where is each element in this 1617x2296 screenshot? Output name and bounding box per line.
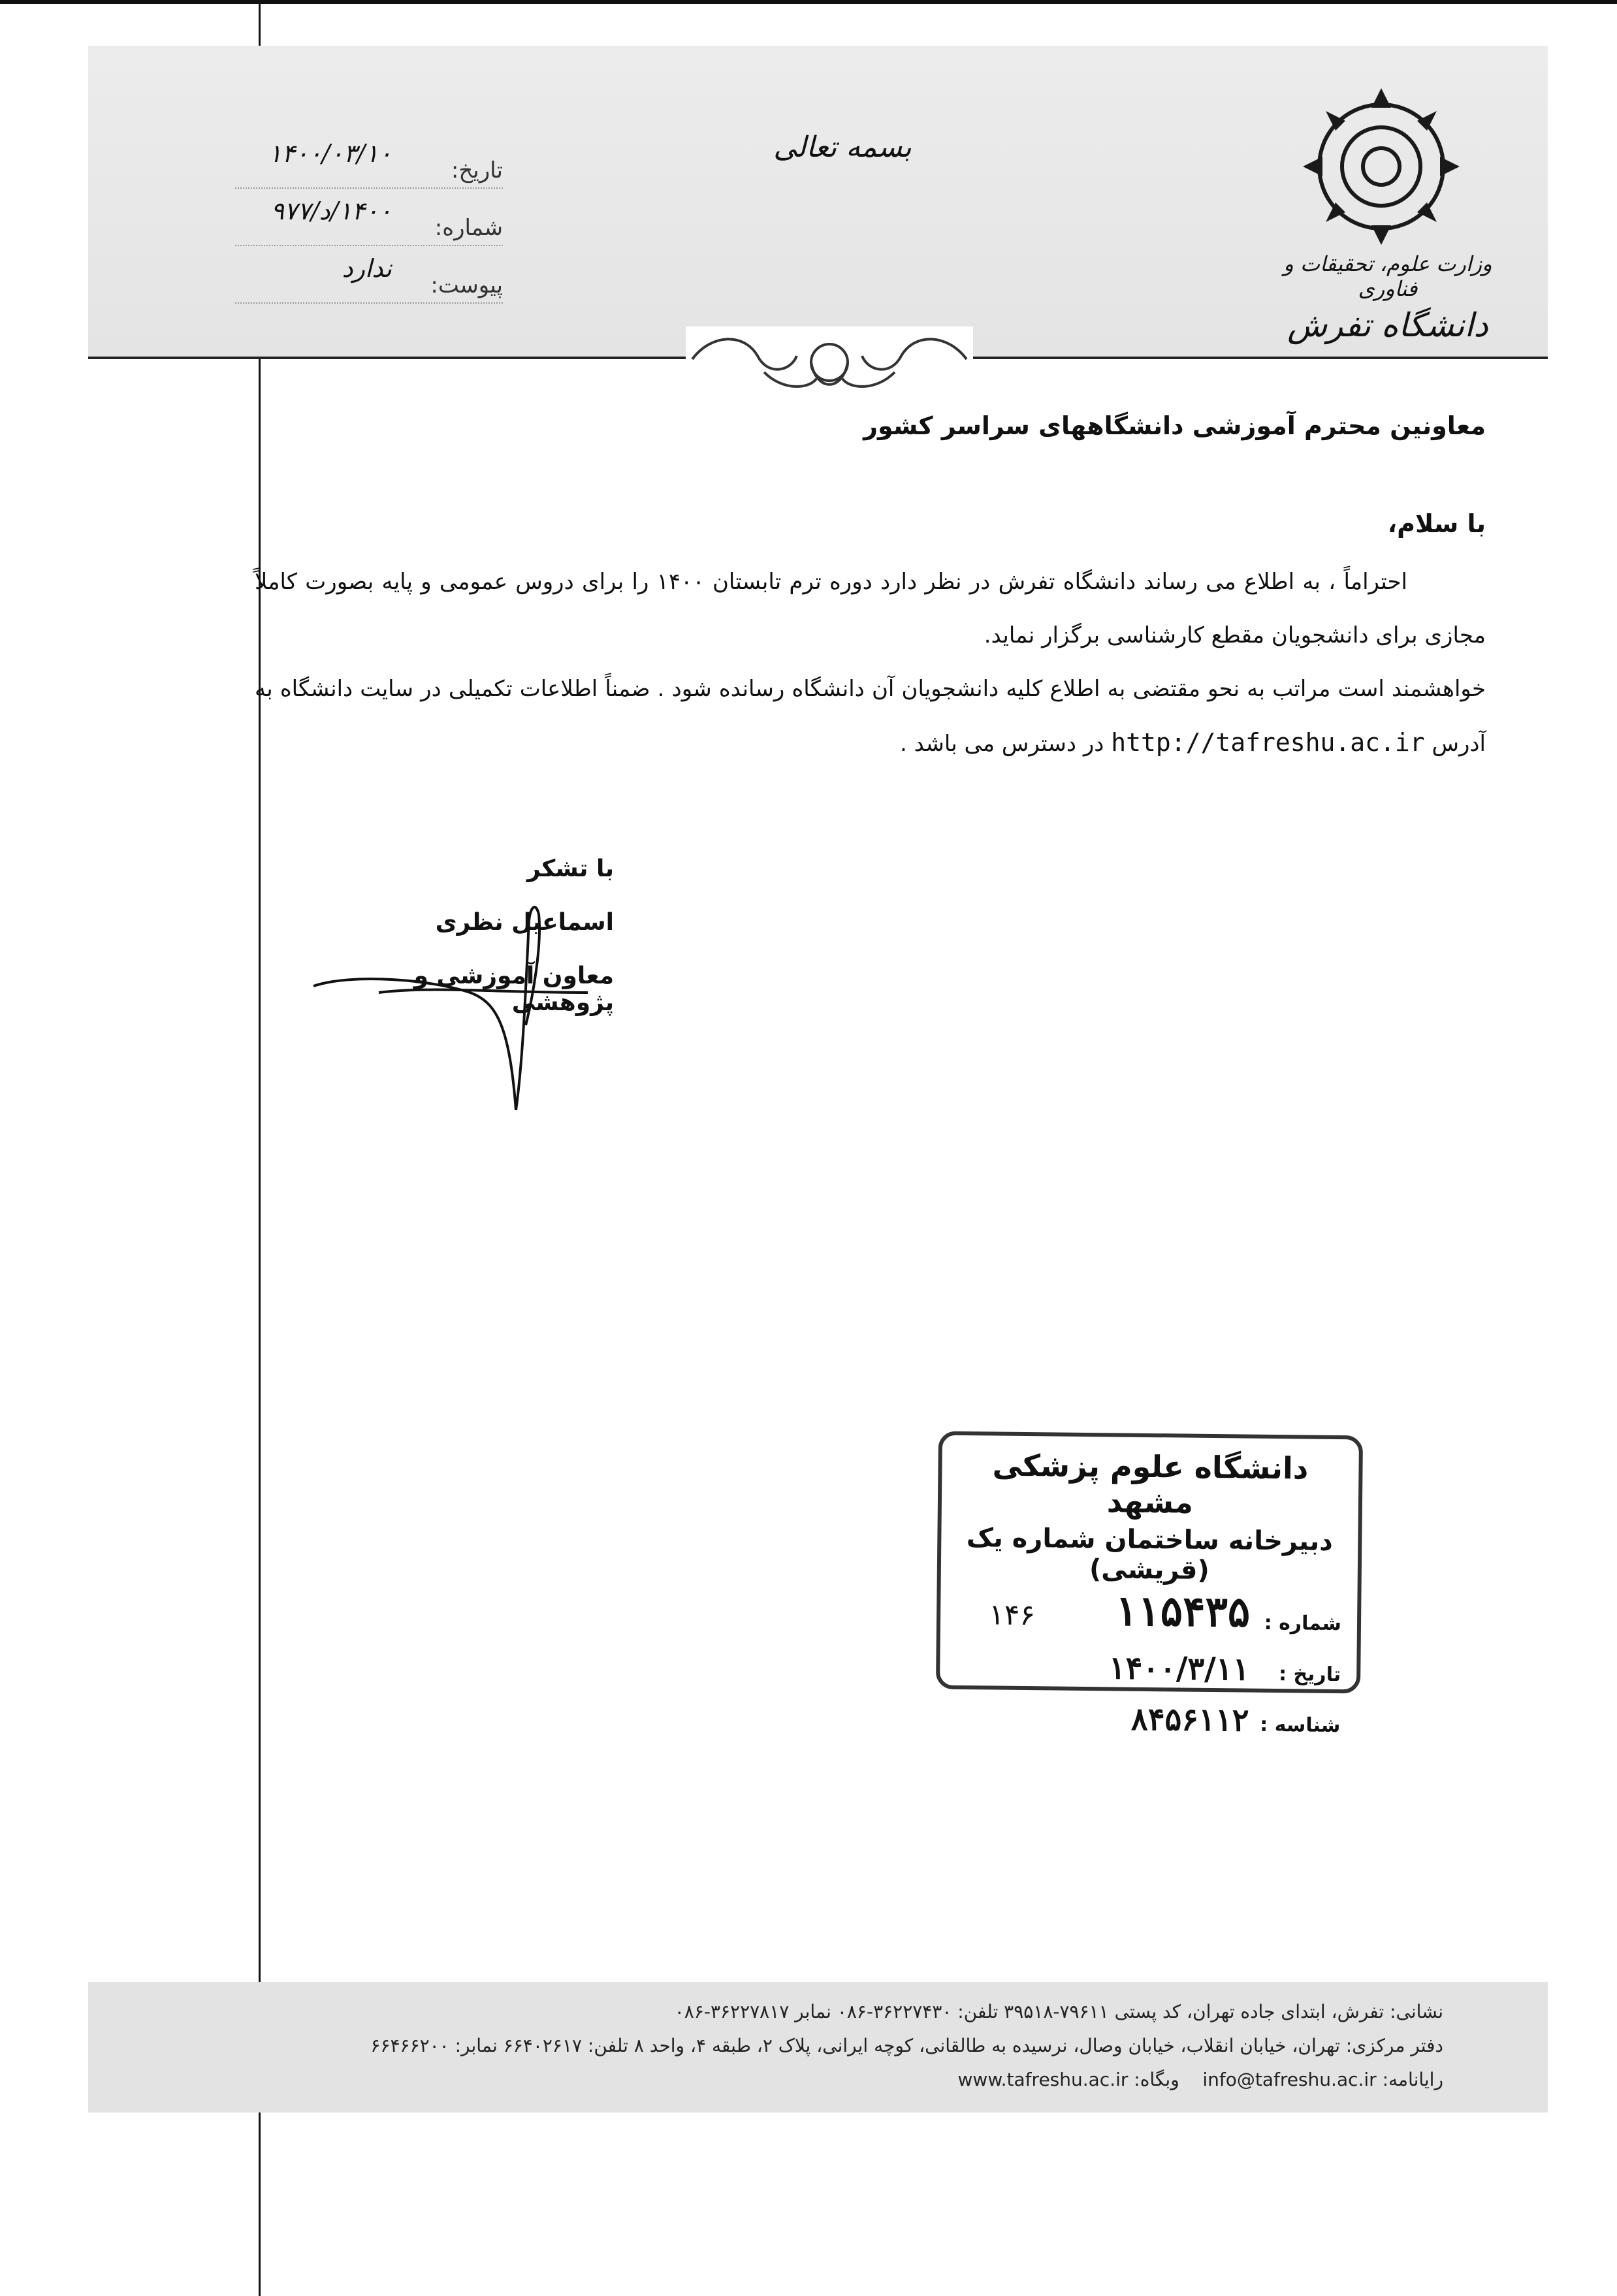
stamp-number-extra: ۱۴۶ bbox=[988, 1598, 1036, 1633]
website-label: وبگاه: bbox=[1134, 2069, 1179, 2090]
closing: با تشکر bbox=[526, 855, 614, 882]
attachment-value: ندارد bbox=[342, 254, 392, 283]
university-logo bbox=[1300, 85, 1463, 248]
letter-meta bbox=[235, 134, 503, 306]
signatory-title: معاون آموزشی و پژوهشی bbox=[413, 963, 614, 1016]
number-value: ۱۴۰۰/د/۹۷۷ bbox=[270, 197, 392, 225]
stamp-number-row bbox=[956, 1587, 1342, 1638]
footer-website: www.tafreshu.ac.ir bbox=[957, 2069, 1129, 2090]
stamp-number-label: شماره : bbox=[1264, 1611, 1342, 1636]
recipient-line: معاونین محترم آموزشی دانشگاههای سراسر کشور bbox=[863, 411, 1486, 440]
letter-body bbox=[255, 411, 1486, 771]
university-name: دانشگاه تفرش bbox=[1287, 306, 1488, 344]
signatory-name: اسماعیل نظری bbox=[435, 909, 614, 936]
stamp-unit: دبیرخانه ساختمان شماره یک (قریشی) bbox=[966, 1523, 1334, 1586]
footer-central-office: دفتر مرکزی: تهران، خیابان انقلاب، خیابان وصال، نرسیده به طالقانی، کوچه ایرانی، پلاک ۲، طبقه ۴، واحد ۸ تلفن: ۶۶۴۰۲۶۱۷ نمابر: ۶۶۴۶۶۲۰۰ bbox=[370, 2035, 1443, 2056]
basmala: بسمه تعالی bbox=[773, 131, 912, 164]
stamp-date-label: تاریخ : bbox=[1278, 1663, 1341, 1687]
stamp-date-row bbox=[955, 1638, 1341, 1689]
university-url: http://tafreshu.ac.ir bbox=[1111, 728, 1425, 757]
salutation: با سلام، bbox=[1387, 509, 1486, 538]
stamp-number-value: ۱۱۵۴۳۵ bbox=[1115, 1586, 1251, 1637]
stamp-id-value: ۸۴۵۶۱۱۲ bbox=[1130, 1700, 1249, 1739]
footer-contact bbox=[88, 2063, 1443, 2097]
date-label: تاریخ: bbox=[451, 157, 503, 183]
email-label: رایانامه: bbox=[1382, 2069, 1443, 2090]
scan-edge-top bbox=[0, 0, 1617, 4]
stamp-org: دانشگاه علوم پزشکی مشهد bbox=[992, 1447, 1309, 1520]
meta-attachment-row bbox=[235, 249, 503, 304]
date-value: ۱۴۰۰/۰۳/۱۰ bbox=[268, 139, 392, 168]
stamp-date-value: ۱۴۰۰/۳/۱۱ bbox=[1108, 1650, 1250, 1688]
ministry-name: وزارت علوم، تحقیقات و فناوری bbox=[1283, 251, 1492, 301]
footer-address: نشانی: تفرش، ابتدای جاده تهران، کد پستی ۷۹۶۱۱-۳۹۵۱۸ تلفن: ۳۶۲۲۷۴۳۰-۰۸۶ نمابر ۳۶۲۲۷۸۱۷-۰۸۶ bbox=[674, 2001, 1443, 2022]
paragraph-2-part-1: خواهشمند است مراتب به نحو مقتضی به اطلاع کلیه دانشجویان آن دانشگاه رسانده شود . ضمناً اطلاعات تکمیلی در سایت دانشگاه به آدرس bbox=[255, 676, 1486, 757]
receipt-stamp bbox=[936, 1431, 1363, 1739]
paragraph-2-part-2: در دسترس می باشد . bbox=[899, 731, 1104, 757]
footer-email: info@tafreshu.ac.ir bbox=[1202, 2069, 1377, 2090]
handwritten-signature bbox=[300, 895, 601, 1117]
letterhead-text bbox=[1280, 251, 1496, 344]
meta-number-row bbox=[235, 191, 503, 246]
stamp-id-row bbox=[955, 1689, 1341, 1740]
ornament-divider bbox=[686, 327, 973, 405]
stamp-id-label: شناسه : bbox=[1260, 1713, 1341, 1738]
paragraph-2 bbox=[255, 662, 1486, 771]
letter-footer bbox=[88, 1982, 1548, 2113]
paragraph-1: احتراماً ، به اطلاع می رساند دانشگاه تفرش در نظر دارد دوره ترم تابستان ۱۴۰۰ را برای دروس عمومی و پایه بصورت کاملاً مجازی برای دانشجویان مقطع کارشناسی برگزار نماید. bbox=[255, 569, 1486, 648]
meta-date-row bbox=[235, 134, 503, 189]
number-label: شماره: bbox=[434, 215, 503, 241]
attachment-label: پیوست: bbox=[430, 272, 503, 298]
